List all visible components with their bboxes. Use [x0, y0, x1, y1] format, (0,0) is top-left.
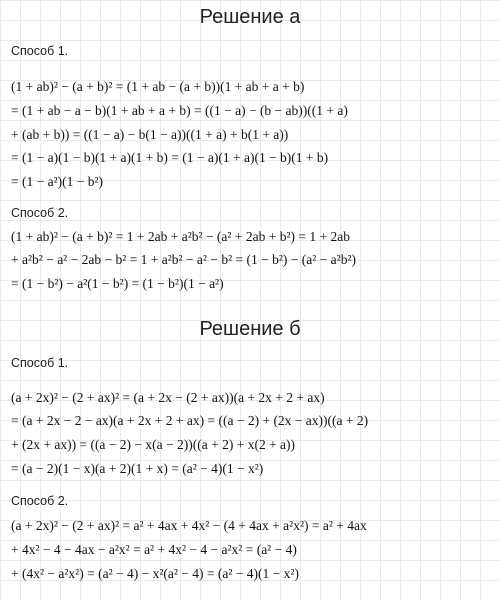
- equation-line: + 4x² − 4 − 4ax − a²x² = a² + 4x² − 4 − a²x² = (a² − 4): [11, 542, 297, 557]
- solution-b-method2-label: Способ 2.: [11, 494, 69, 508]
- equation-line: = (1 − b²) − a²(1 − b²) = (1 − b²)(1 − a²): [11, 276, 224, 291]
- solution-a-title: Решение а: [199, 6, 301, 28]
- equation-line: = (1 − a²)(1 − b²): [11, 174, 104, 189]
- equation-line: = (1 − a)(1 − b)(1 + a)(1 + b) = (1 − a)(1 + a)(1 − b)(1 + b): [11, 150, 329, 165]
- equation-line: (1 + ab)² − (a + b)² = 1 + 2ab + a²b² − (a² + 2ab + b²) = 1 + 2ab: [11, 229, 350, 244]
- equation-line: (a + 2x)² − (2 + ax)² = a² + 4ax + 4x² − (4 + 4ax + a²x²) = a² + 4ax: [11, 518, 367, 533]
- solution-a-method2-label: Способ 2.: [11, 206, 69, 220]
- solution-b-title: Решение б: [199, 318, 301, 340]
- solution-a-method1-label: Способ 1.: [11, 44, 69, 58]
- equation-line: = (1 + ab − a − b)(1 + ab + a + b) = ((1 − a) − (b − ab))((1 + a): [11, 103, 348, 118]
- equation-line: + a²b² − a² − 2ab − b² = 1 + a²b² − a² − b² = (1 − b²) − (a² − a²b²): [11, 252, 356, 267]
- equation-line: + (2x + ax)) = ((a − 2) − x(a − 2))((a + 2) + x(2 + a)): [11, 437, 296, 452]
- equation-line: = (a − 2)(1 − x)(a + 2)(1 + x) = (a² − 4)(1 − x²): [11, 461, 264, 476]
- equation-line: (a + 2x)² − (2 + ax)² = (a + 2x − (2 + ax))(a + 2x + 2 + ax): [11, 390, 325, 405]
- equation-line: + (4x² − a²x²) = (a² − 4) − x²(a² − 4) = (a² − 4)(1 − x²): [11, 566, 299, 581]
- equation-line: (1 + ab)² − (a + b)² = (1 + ab − (a + b))(1 + ab + a + b): [11, 79, 305, 94]
- equation-line: = (a + 2x − 2 − ax)(a + 2x + 2 + ax) = ((a − 2) + (2x − ax))((a + 2): [11, 413, 369, 428]
- solution-b-method1-label: Способ 1.: [11, 356, 69, 370]
- equation-line: + (ab + b)) = ((1 − a) − b(1 − a))((1 + a) + b(1 + a)): [11, 127, 289, 142]
